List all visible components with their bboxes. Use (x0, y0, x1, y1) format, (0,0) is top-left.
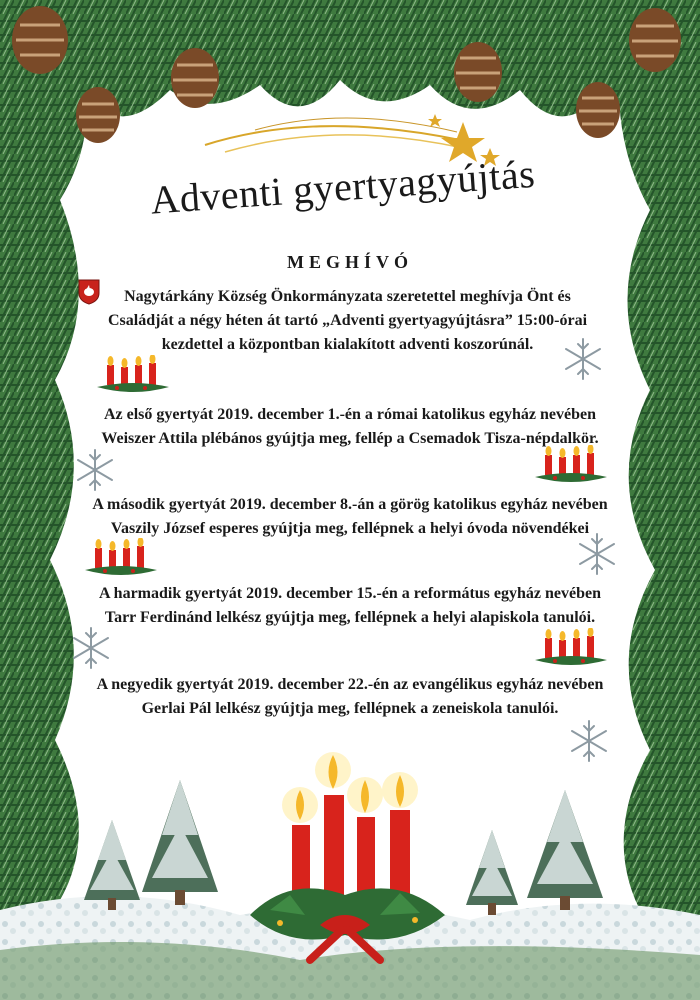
advent-candles-icon (230, 745, 460, 965)
event-line: Tarr Ferdinánd lelkész gyújtja meg, fellépnek a helyi alapiskola tanulói. (104, 609, 596, 626)
event-line: A negyedik gyertyát 2019. december 22.-én az evangélikus egyház nevében (96, 676, 604, 693)
event-line: A harmadik gyertyát 2019. december 15.-én a református egyház nevében (99, 585, 601, 602)
event-paragraph (75, 673, 625, 721)
event-paragraph (75, 582, 625, 630)
pinecone-icon (629, 8, 681, 72)
candle-row-icon (535, 445, 607, 487)
intro-line: kezdettel a központban kialakított adventi koszorúnál. (161, 336, 534, 353)
snowy-tree-icon (465, 830, 520, 915)
snowy-tree-icon (82, 820, 142, 910)
crest-icon (78, 279, 100, 305)
event-line: Vaszily József esperes gyújtja meg, fellépnek a helyi óvoda növendékei (110, 520, 590, 537)
pinecone-icon (454, 42, 502, 102)
candle-row-icon (85, 538, 157, 580)
snowy-tree-icon (140, 780, 220, 905)
event-paragraph (70, 493, 630, 541)
event-line: A második gyertyát 2019. december 8.-án a görög katolikus egyház nevében (92, 496, 608, 513)
candle-row-icon (535, 628, 607, 670)
pinecone-icon (76, 87, 120, 143)
event-paragraph (75, 403, 625, 451)
snowflake-icon (566, 718, 612, 764)
invitation-heading: MEGHÍVÓ (286, 252, 413, 272)
event-line: Weiszer Attila plébános gyújtja meg, fellép a Csemadok Tisza-népdalkör. (101, 430, 599, 447)
pinecone-icon (171, 48, 219, 108)
pinecone-icon (12, 6, 68, 74)
snowflake-icon (72, 447, 118, 493)
intro-paragraph (105, 285, 590, 357)
event-line: Gerlai Pál lelkész gyújtja meg, fellépnek a zeneiskola tanulói. (141, 700, 559, 717)
page-title: Adventi gyertyagyújtás (148, 150, 537, 223)
pinecone-icon (576, 82, 620, 138)
candle-row-icon (97, 355, 169, 397)
snowflake-icon (68, 625, 114, 671)
snowy-tree-icon (525, 790, 605, 910)
snowflake-icon (560, 336, 606, 382)
intro-line: Nagytárkány Község Önkormányzata szeretettel meghívja Önt és (124, 288, 571, 305)
event-line: Az első gyertyát 2019. december 1.-én a római katolikus egyház nevében (103, 406, 597, 423)
intro-line: Családját a négy héten át tartó „Adventi gyertyagyújtásra” 15:00-órai (107, 312, 588, 329)
